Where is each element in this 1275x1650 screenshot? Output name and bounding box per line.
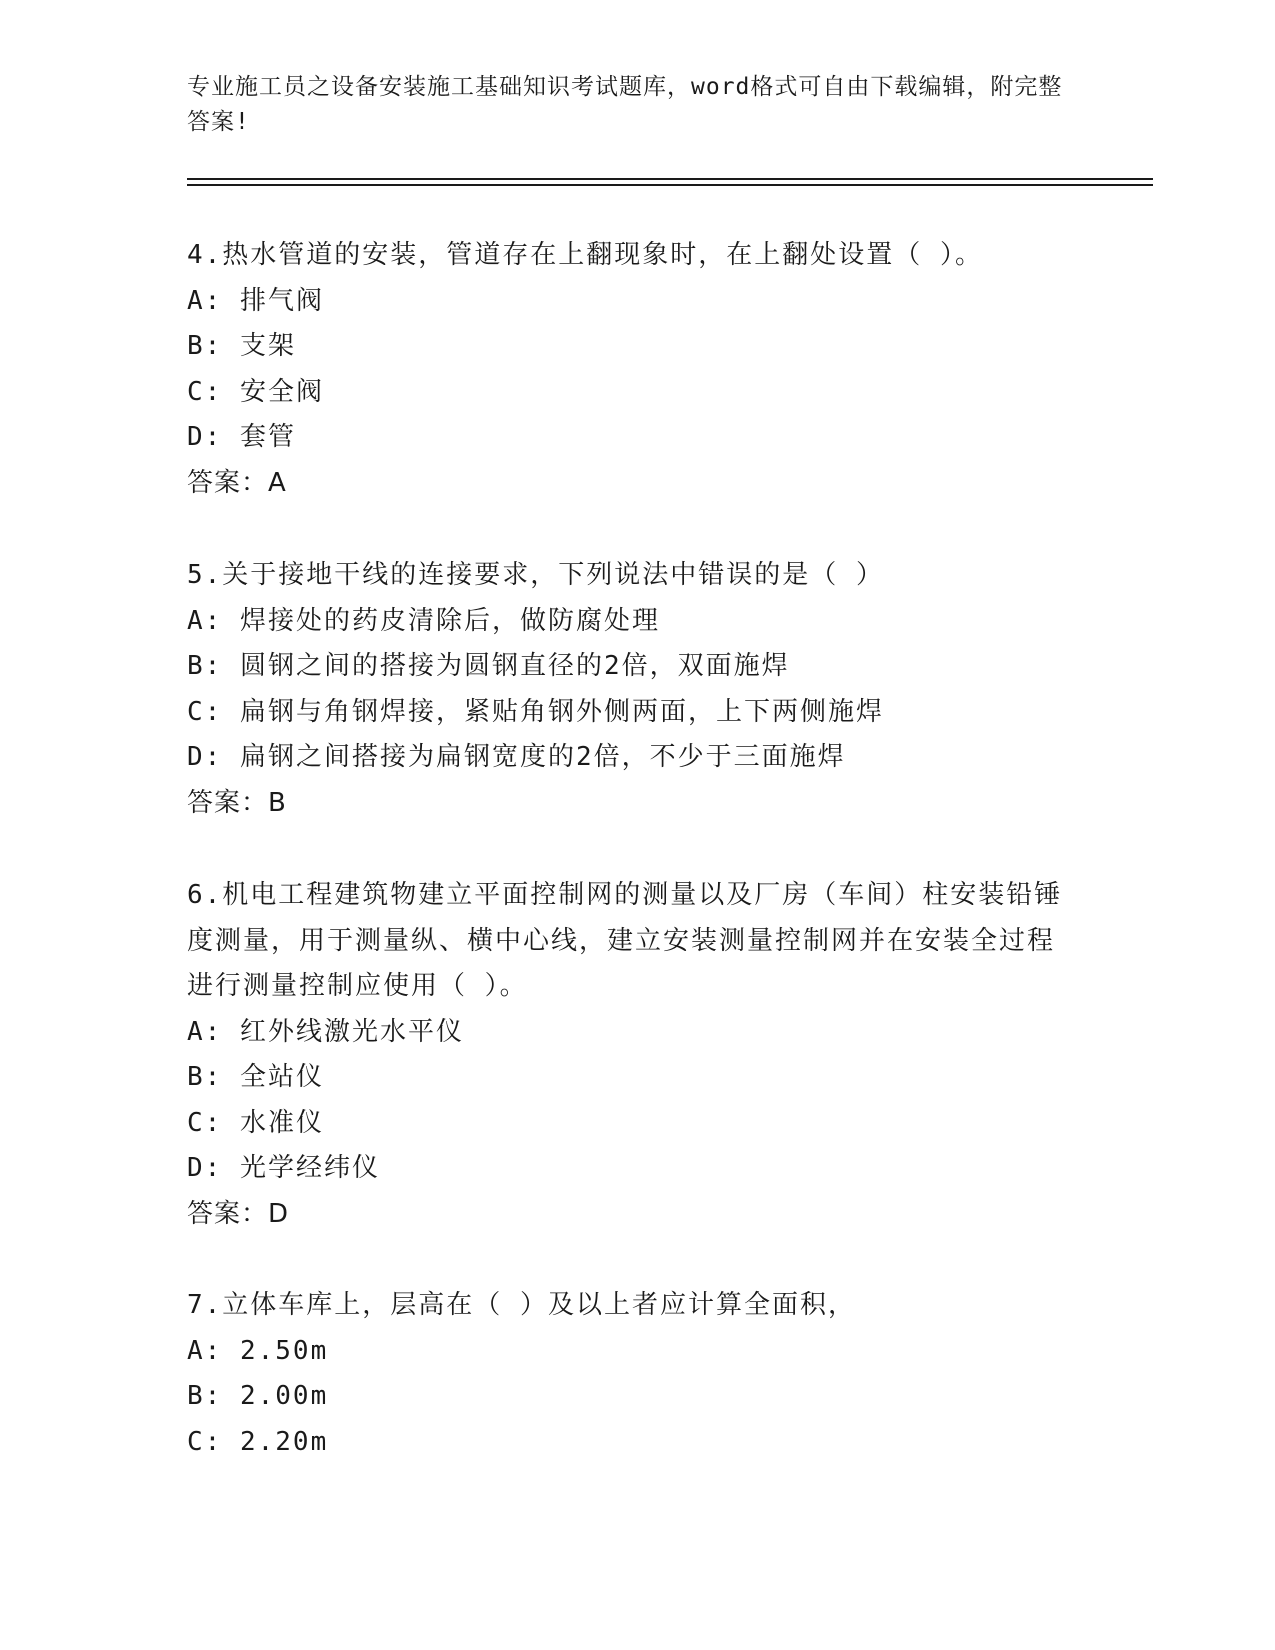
question-4: [187, 233, 1067, 506]
answer: 答案：D: [187, 1198, 290, 1229]
question-5: [187, 553, 1067, 826]
answer: 答案：B: [187, 787, 287, 818]
option-c: C: 扁钢与角钢焊接，紧贴角钢外侧两面，上下两侧施焊: [187, 696, 884, 727]
header-divider-bottom: [187, 184, 1153, 186]
option-b: B: 2.00m: [187, 1381, 329, 1411]
question-6: [187, 873, 1067, 1237]
option-a: A: 排气阀: [187, 285, 324, 316]
option-c: C: 安全阀: [187, 376, 324, 407]
option-a: A: 2.50m: [187, 1335, 329, 1366]
header-divider-top: [187, 178, 1153, 180]
question-stem: 5.关于接地干线的连接要求，下列说法中错误的是（ ）: [187, 560, 884, 590]
option-d: D: 光学经纬仪: [187, 1153, 380, 1183]
option-a: A: 红外线激光水平仪: [187, 1016, 464, 1047]
question-stem: 7.立体车库上，层高在（ ）及以上者应计算全面积，: [187, 1290, 856, 1320]
option-b: B: 圆钢之间的搭接为圆钢直径的2倍，双面施焊: [187, 651, 790, 681]
question-stem: 4.热水管道的安装，管道存在上翻现象时，在上翻处设置（ ）。: [187, 240, 983, 270]
header-description: 专业施工员之设备安装施工基础知识考试题库，word格式可自由下载编辑，附完整答案!: [187, 74, 1063, 135]
option-b: B: 支架: [187, 331, 296, 361]
option-d: D: 扁钢之间搭接为扁钢宽度的2倍，不少于三面施焊: [187, 742, 846, 772]
option-d: D: 套管: [187, 422, 296, 452]
option-a: A: 焊接处的药皮清除后，做防腐处理: [187, 605, 660, 636]
option-c: C: 水准仪: [187, 1107, 324, 1138]
question-stem: 6.机电工程建筑物建立平面控制网的测量以及厂房（车间）柱安装铅锤度测量，用于测量纵、横中心线，建立安装测量控制网并在安装全过程进行测量控制应使用（ ）。: [187, 880, 1063, 1001]
question-7: [187, 1283, 1067, 1465]
option-b: B: 全站仪: [187, 1062, 324, 1092]
answer: 答案：A: [187, 467, 287, 498]
option-c: C: 2.20m: [187, 1426, 329, 1457]
